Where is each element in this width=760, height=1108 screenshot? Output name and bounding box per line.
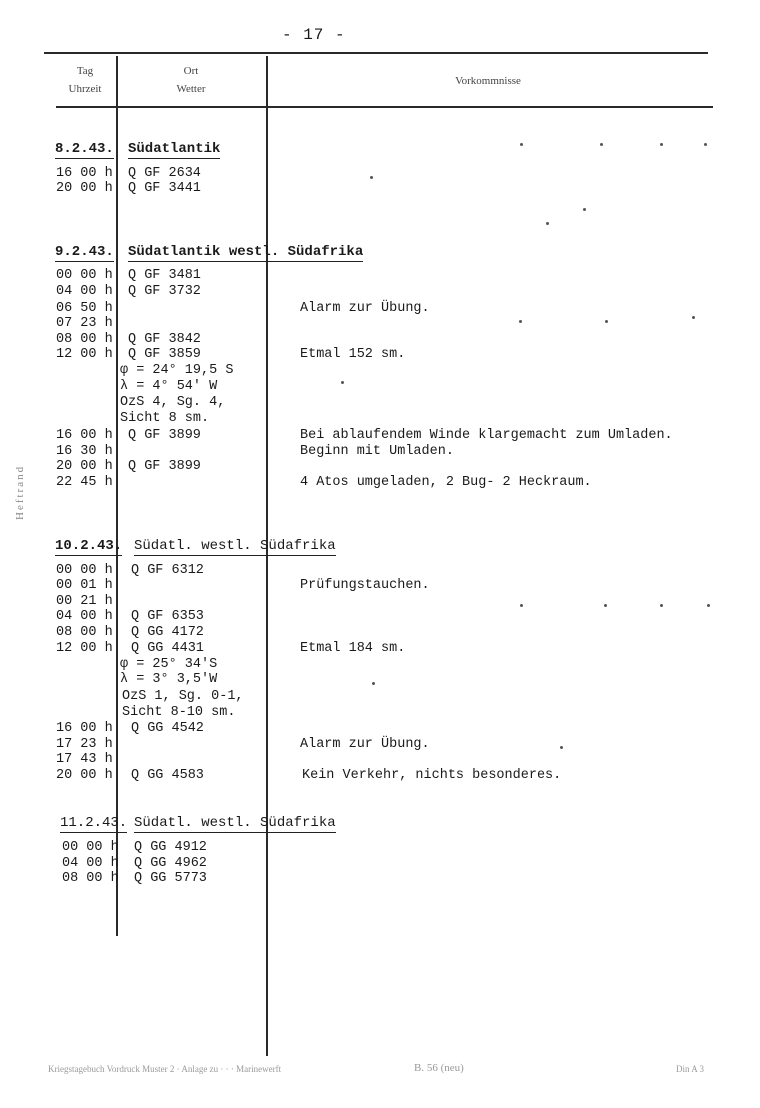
time: 16 00 h (56, 166, 113, 181)
position: Q GF 6353 (131, 609, 204, 624)
time: 00 00 h (62, 840, 119, 855)
time: 04 00 h (62, 856, 119, 871)
time: 17 43 h (56, 752, 113, 767)
header-uhrzeit: Uhrzeit (68, 83, 102, 95)
position: Q GF 3899 (128, 459, 201, 474)
time: 16 00 h (56, 428, 113, 443)
event: Etmal 184 sm. (300, 641, 406, 656)
column-divider-1 (116, 56, 118, 936)
scan-speck (520, 604, 523, 607)
time: 06 50 h (56, 301, 113, 316)
entry-date: 10.2.43. (55, 538, 123, 554)
header-bottom-rule (56, 106, 713, 108)
scan-speck (372, 682, 375, 685)
header-col-vorkommnisse (268, 72, 708, 90)
entry-location: Südatl. westl. Südafrika (134, 538, 336, 554)
position: Q GG 4542 (131, 721, 204, 736)
scan-speck (660, 604, 663, 607)
scan-speck (600, 143, 603, 146)
event: Alarm zur Übung. (300, 737, 430, 752)
event: Beginn mit Umladen. (300, 444, 454, 459)
position: Q GG 4912 (134, 840, 207, 855)
position: Q GF 3732 (128, 284, 201, 299)
time: 04 00 h (56, 284, 113, 299)
page-number: - 17 - (282, 26, 346, 44)
time: 16 00 h (56, 721, 113, 736)
position: Q GG 4172 (131, 625, 204, 640)
footer-paper-size: Din A 3 (676, 1064, 705, 1074)
time: 07 23 h (56, 316, 113, 331)
scan-speck (660, 143, 663, 146)
scan-speck (560, 746, 563, 749)
scan-speck (546, 222, 549, 225)
time: 00 00 h (56, 563, 113, 578)
time: 08 00 h (56, 625, 113, 640)
position: Q GF 3441 (128, 181, 201, 196)
scan-speck (704, 143, 707, 146)
visibility: Sicht 8-10 sm. (122, 705, 236, 720)
position: Q GF 3481 (128, 268, 201, 283)
weather: OzS 4, Sg. 4, (120, 395, 226, 410)
entry-date: 11.2.43. (60, 815, 128, 831)
scan-speck (341, 381, 344, 384)
footer-form-number: B. 56 (neu) (414, 1062, 464, 1074)
visibility: Sicht 8 sm. (120, 411, 210, 426)
time: 12 00 h (56, 347, 113, 362)
time: 08 00 h (56, 332, 113, 347)
entry-location: Südatlantik (128, 141, 221, 157)
entry-location: Südatl. westl. Südafrika (134, 815, 336, 831)
header-col-ort-wetter (118, 62, 264, 98)
scan-speck (604, 604, 607, 607)
column-divider-2 (266, 56, 268, 1056)
scan-speck (519, 320, 522, 323)
longitude: λ = 3° 3,5'W (120, 672, 218, 687)
event: Alarm zur Übung. (300, 301, 430, 316)
event: Kein Verkehr, nichts besonderes. (302, 768, 562, 783)
header-col-tag-uhrzeit (56, 62, 114, 98)
position: Q GG 4962 (134, 856, 207, 871)
scan-speck (692, 316, 695, 319)
time: 20 00 h (56, 181, 113, 196)
entry-date: 8.2.43. (55, 141, 114, 157)
header-vorkommnisse: Vorkommnisse (455, 75, 521, 87)
position: Q GF 3899 (128, 428, 201, 443)
event: Bei ablaufendem Winde klargemacht zum Umladen. (300, 428, 673, 443)
event: Prüfungstauchen. (300, 578, 430, 593)
scan-speck (520, 143, 523, 146)
time: 22 45 h (56, 475, 113, 490)
header-ort: Ort (183, 65, 199, 77)
top-rule (44, 52, 708, 54)
time: 04 00 h (56, 609, 113, 624)
time: 00 01 h (56, 578, 113, 593)
entry-location: Südatlantik westl. Südafrika (128, 244, 364, 260)
scan-speck (370, 176, 373, 179)
side-margin-label: Heftrand (14, 464, 26, 520)
header-tag: Tag (76, 65, 94, 77)
weather: OzS 1, Sg. 0-1, (122, 689, 244, 704)
time: 08 00 h (62, 871, 119, 886)
position: Q GG 5773 (134, 871, 207, 886)
position: Q GF 2634 (128, 166, 201, 181)
event: 4 Atos umgeladen, 2 Bug- 2 Heckraum. (300, 475, 592, 490)
latitude: φ = 25° 34'S (120, 657, 218, 672)
time: 20 00 h (56, 459, 113, 474)
scan-speck (707, 604, 710, 607)
time: 00 21 h (56, 594, 113, 609)
header-wetter: Wetter (176, 83, 206, 95)
time: 12 00 h (56, 641, 113, 656)
latitude: φ = 24° 19,5 S (120, 363, 234, 378)
position: Q GF 6312 (131, 563, 204, 578)
position: Q GF 3859 (128, 347, 201, 362)
position: Q GG 4583 (131, 768, 204, 783)
time: 16 30 h (56, 444, 113, 459)
footer-form-note: Kriegstagebuch Vordruck Muster 2 · Anlage zu · · · Marinewerft (48, 1064, 282, 1074)
position: Q GG 4431 (131, 641, 204, 656)
time: 20 00 h (56, 768, 113, 783)
scan-speck (605, 320, 608, 323)
time: 17 23 h (56, 737, 113, 752)
entry-date: 9.2.43. (55, 244, 114, 260)
scan-speck (583, 208, 586, 211)
event: Etmal 152 sm. (300, 347, 406, 362)
position: Q GF 3842 (128, 332, 201, 347)
longitude: λ = 4° 54' W (120, 379, 218, 394)
time: 00 00 h (56, 268, 113, 283)
